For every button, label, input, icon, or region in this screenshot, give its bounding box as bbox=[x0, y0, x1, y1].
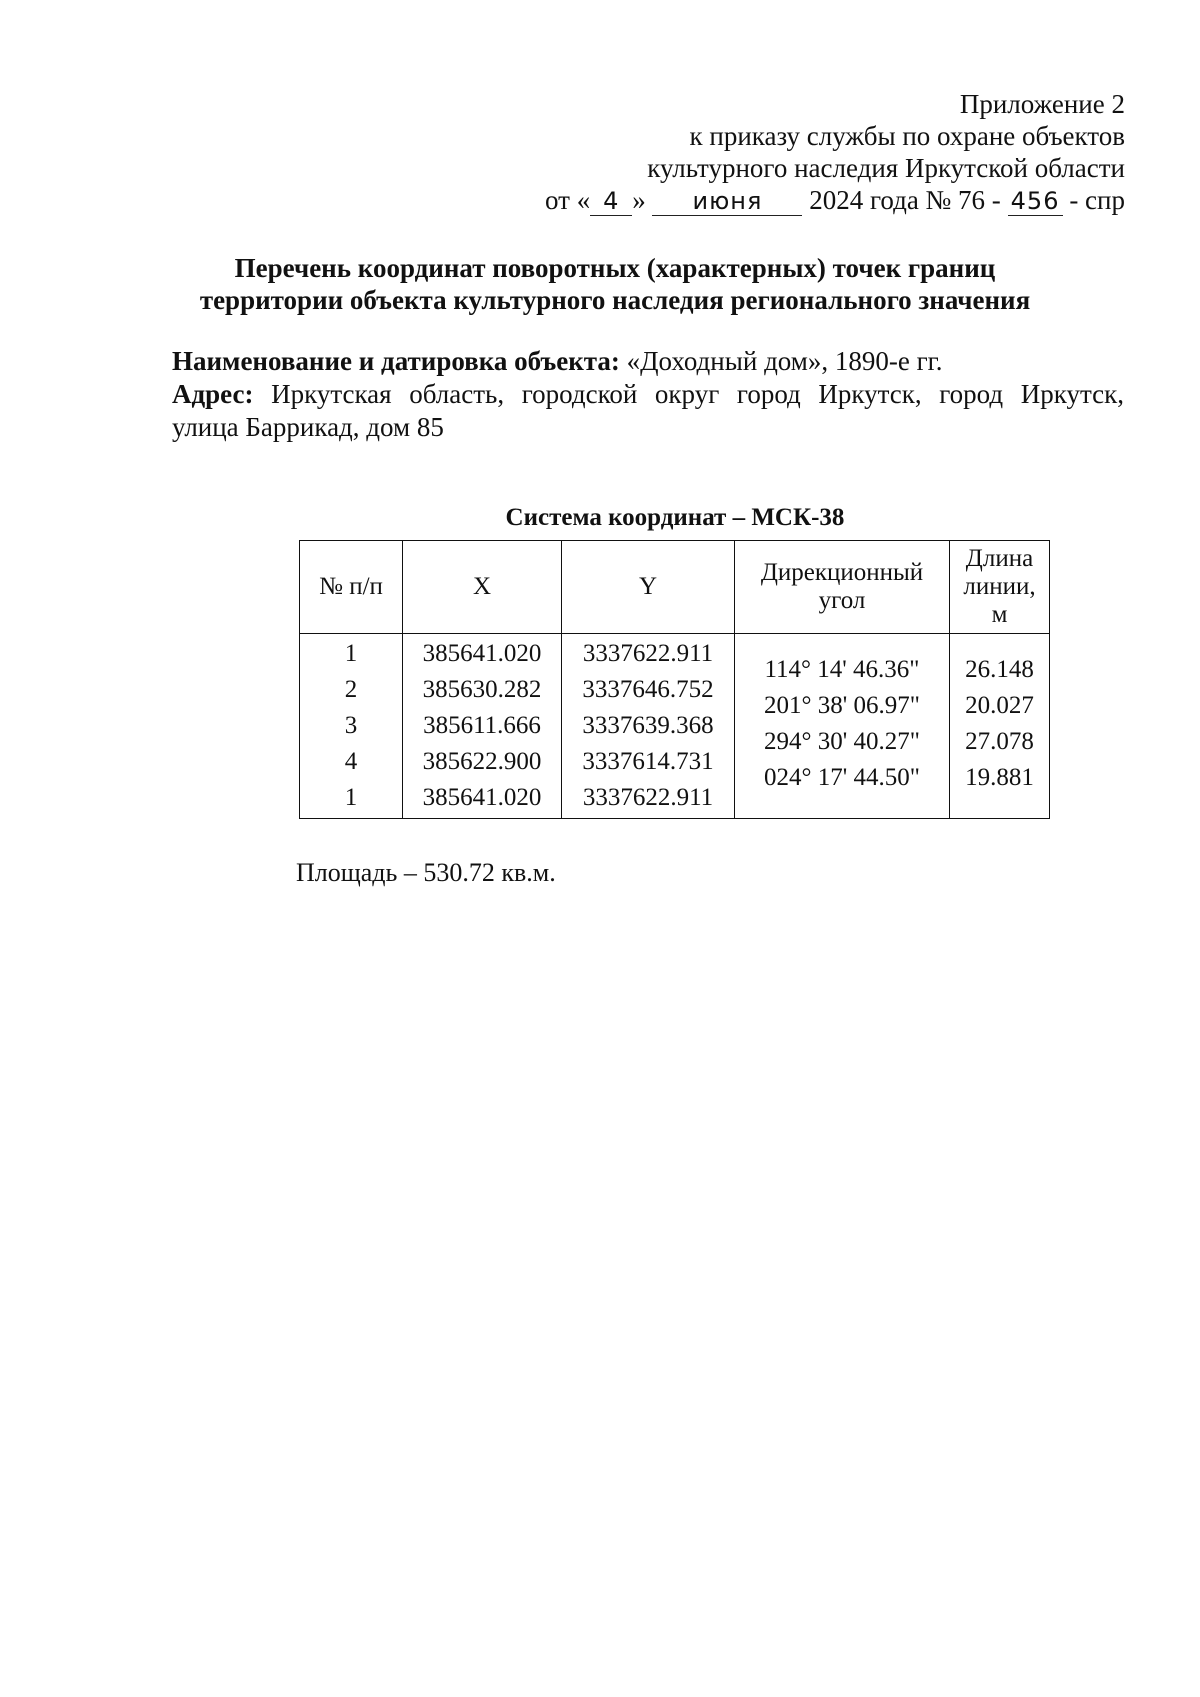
point-number: 3 bbox=[344, 712, 358, 739]
object-address-value: Иркутская область, городской округ город Иркутск, город Иркутск, bbox=[271, 379, 1125, 409]
point-x: 385622.900 bbox=[422, 748, 542, 775]
point-x: 385641.020 bbox=[422, 784, 542, 811]
point-number: 1 bbox=[344, 784, 358, 811]
segment-length: 27.078 bbox=[965, 728, 1034, 755]
point-number-column bbox=[300, 634, 403, 819]
appendix-number: Приложение 2 bbox=[959, 89, 1125, 119]
title-line-2: территории объекта культурного наследия регионального значения bbox=[199, 285, 1031, 315]
handwritten-day: 4 bbox=[590, 187, 632, 216]
area-statement: Площадь – 530.72 кв.м. bbox=[296, 858, 556, 887]
point-y: 3337622.911 bbox=[582, 784, 714, 811]
header-length-line-3: м bbox=[991, 601, 1008, 628]
header-angle-line-2: угол bbox=[818, 587, 866, 614]
segment-angle: 114° 14' 46.36" bbox=[764, 656, 920, 683]
segment-length: 20.027 bbox=[965, 692, 1034, 719]
order-date-line bbox=[425, 184, 1125, 216]
table-header-row bbox=[300, 541, 1050, 634]
object-name-value: «Доходный дом», 1890-е гг. bbox=[626, 346, 943, 376]
object-info bbox=[172, 345, 1124, 444]
point-x: 385641.020 bbox=[422, 640, 542, 667]
segment-length: 19.881 bbox=[965, 764, 1034, 791]
order-suffix: - спр bbox=[1069, 185, 1125, 215]
appendix-header bbox=[425, 88, 1125, 216]
document-title bbox=[150, 252, 1080, 316]
point-x: 385630.282 bbox=[422, 676, 542, 703]
header-angle-line-1: Дирекционный bbox=[760, 559, 924, 586]
point-y: 3337646.752 bbox=[582, 676, 714, 703]
header-y: Y bbox=[562, 541, 735, 634]
object-address-continuation: улица Баррикад, дом 85 bbox=[172, 412, 444, 442]
header-direction-angle bbox=[735, 541, 950, 634]
header-point-number: № п/п bbox=[300, 541, 403, 634]
angle-column bbox=[735, 634, 950, 819]
handwritten-order-number: 456 bbox=[1008, 187, 1063, 216]
date-year: 2024 года № 76 - bbox=[809, 185, 1001, 215]
length-column bbox=[950, 634, 1050, 819]
title-line-1: Перечень координат поворотных (характерных) точек границ bbox=[234, 253, 996, 283]
x-column bbox=[403, 634, 562, 819]
date-mid: » bbox=[632, 185, 646, 215]
date-prefix: от « bbox=[545, 185, 591, 215]
object-address bbox=[172, 378, 1124, 411]
point-y: 3337622.911 bbox=[582, 640, 714, 667]
header-length-line-2: линии, bbox=[963, 573, 1036, 600]
coordinates-table bbox=[299, 540, 1050, 819]
header-length-line-1: Длина bbox=[965, 545, 1034, 572]
table-body-row bbox=[300, 634, 1050, 819]
point-number: 1 bbox=[344, 640, 358, 667]
segment-angle: 294° 30' 40.27" bbox=[764, 728, 920, 755]
point-y: 3337614.731 bbox=[582, 748, 714, 775]
coordinate-system-title: Система координат – МСК-38 bbox=[505, 504, 845, 531]
order-reference-line-2: культурного наследия Иркутской области bbox=[647, 153, 1125, 183]
handwritten-month: июня bbox=[652, 187, 802, 216]
segment-angle: 201° 38' 06.97" bbox=[764, 692, 920, 719]
object-name bbox=[172, 345, 1124, 378]
y-column bbox=[562, 634, 735, 819]
object-name-label: Наименование и датировка объекта: bbox=[172, 346, 620, 376]
segment-angle: 024° 17' 44.50" bbox=[764, 764, 920, 791]
point-number: 4 bbox=[344, 748, 358, 775]
point-y: 3337639.368 bbox=[582, 712, 714, 739]
point-number: 2 bbox=[344, 676, 358, 703]
point-x: 385611.666 bbox=[423, 712, 541, 739]
segment-length: 26.148 bbox=[965, 656, 1034, 683]
order-reference-line-1: к приказу службы по охране объектов bbox=[689, 121, 1125, 151]
header-x: X bbox=[403, 541, 562, 634]
header-line-length bbox=[950, 541, 1050, 634]
object-address-label: Адрес: bbox=[172, 379, 254, 409]
